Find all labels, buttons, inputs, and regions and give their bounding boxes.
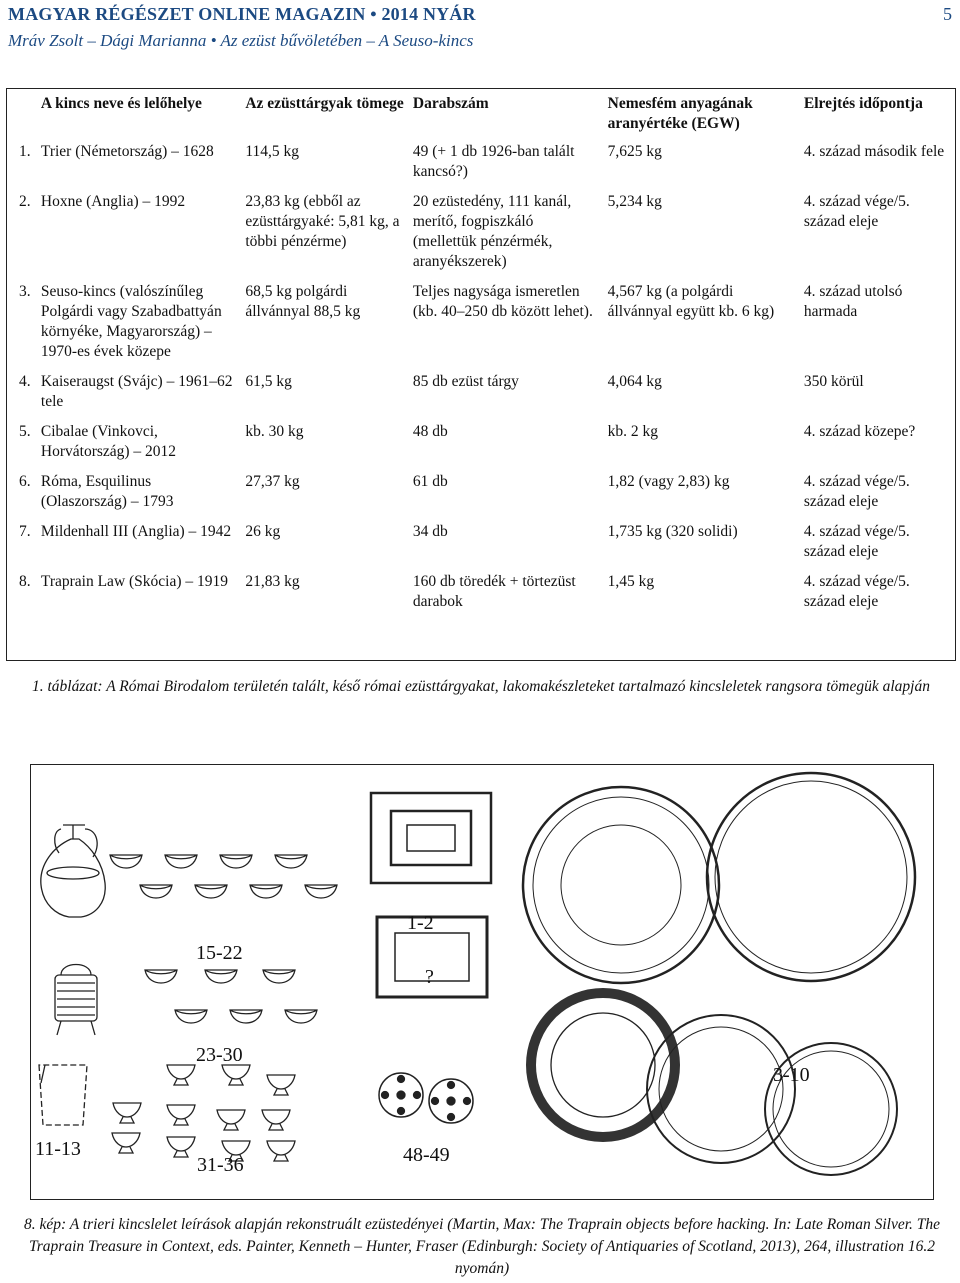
jug-icon — [41, 825, 105, 917]
bowl-icon — [220, 855, 252, 868]
bowl-icon — [110, 855, 142, 868]
bowl-icon — [250, 885, 282, 898]
treasure-date: 4. század vége/5. század eleje — [803, 473, 910, 510]
bowl-icon — [205, 970, 237, 983]
treasure-date: 4. század vége/5. század eleje — [803, 523, 910, 560]
treasure-name: Seuso-kincs (valószínűleg Polgárdi vagy Szabadbattyán környéke, Magyarország) – 1970-es évek közepe — [40, 283, 222, 360]
bowl-icon — [285, 1010, 317, 1023]
decorated-sphere-icon — [379, 1073, 423, 1117]
treasure-table-frame — [6, 88, 956, 661]
page-number: 5 — [943, 4, 952, 24]
bowl-icon — [175, 1010, 207, 1023]
bowl-icon — [145, 970, 177, 983]
treasure-date: 4. század vége/5. század eleje — [803, 193, 910, 230]
footed-cup-icon — [222, 1065, 250, 1085]
bucket-icon — [55, 965, 97, 1036]
table-row — [15, 572, 955, 622]
round-platter-icon — [523, 787, 719, 983]
treasure-egw: kb. 2 kg — [607, 423, 658, 440]
footed-cup-icon — [167, 1105, 195, 1125]
treasure-mass: 23,83 kg (ebből az ezüsttárgyaké: 5,81 kg, a többi pénzérme) — [245, 193, 400, 250]
treasure-name: Róma, Esquilinus (Olaszország) – 1793 — [40, 473, 174, 510]
page-header — [8, 4, 952, 51]
bowl-group-upper — [110, 855, 337, 898]
bowl-icon — [140, 885, 172, 898]
row-number: 6. — [19, 473, 31, 490]
treasure-egw: 1,45 kg — [607, 573, 655, 590]
treasure-name: Kaiseraugst (Svájc) – 1961–62 tele — [40, 373, 233, 410]
treasure-mass: 68,5 kg polgárdi állvánnyal 88,5 kg — [245, 283, 361, 320]
col-header-count: Darabszám — [412, 95, 489, 112]
label-11-13: 11-13 — [35, 1138, 81, 1160]
bowl-icon — [195, 885, 227, 898]
treasure-count: 48 db — [412, 423, 448, 440]
footed-cup-icon — [217, 1110, 245, 1130]
vessel-reconstruction-drawing — [31, 765, 935, 1201]
treasure-count: 49 (+ 1 db 1926-ban talált kancsó?) — [412, 143, 575, 180]
table-row — [15, 282, 955, 372]
row-number: 2. — [19, 193, 31, 210]
col-header-mass: Az ezüsttárgyak tömege — [245, 95, 404, 112]
treasure-mass: 26 kg — [245, 523, 281, 540]
footed-cup-icon — [167, 1065, 195, 1085]
treasure-name: Hoxne (Anglia) – 1992 — [40, 193, 186, 210]
treasure-count: 34 db — [412, 523, 448, 540]
round-platter-icon — [707, 773, 915, 981]
label-unknown: ? — [425, 966, 434, 988]
treasure-count: 61 db — [412, 473, 448, 490]
treasure-egw: 1,735 kg (320 solidi) — [607, 523, 738, 540]
figure-frame — [30, 764, 934, 1200]
treasure-mass: 21,83 kg — [245, 573, 300, 590]
treasure-egw: 4,064 kg — [607, 373, 662, 390]
treasure-count: 20 ezüstedény, 111 kanál, merítő, fogpiszkáló (mellettük pénzérmék, aranyékszerek) — [412, 193, 572, 270]
bowl-icon — [230, 1010, 262, 1023]
footed-cup-icon — [262, 1110, 290, 1130]
decorated-sphere-icon — [429, 1079, 473, 1123]
treasure-egw: 7,625 kg — [607, 143, 662, 160]
treasure-date: 4. század vége/5. század eleje — [803, 573, 910, 610]
treasure-name: Cibalae (Vinkovci, Horvátország) – 2012 — [40, 423, 177, 460]
table-row — [15, 422, 955, 472]
table-row — [15, 192, 955, 282]
footed-cup-icon — [267, 1141, 295, 1161]
treasure-mass: 27,37 kg — [245, 473, 300, 490]
figure-caption: 8. kép: A trieri kincslelet leírások alapján rekonstruált ezüstedényei (Martin, Max: The Traprain objects before hacking. In: Late Roman Silver. The Traprain Treasure in Context, eds. Painter, Kenneth – Hunter, Fraser (Edinburgh: Society of Antiquaries of Scotland, 2013), 264, illustration 16.2 nyomán) — [23, 1216, 941, 1277]
treasure-date: 350 körül — [803, 373, 864, 390]
treasure-egw: 5,234 kg — [607, 193, 662, 210]
bowl-group-lower — [112, 1065, 295, 1161]
treasure-mass: 61,5 kg — [245, 373, 292, 390]
bowl-icon — [305, 885, 337, 898]
bowl-group-middle — [145, 970, 317, 1023]
row-number: 5. — [19, 423, 31, 440]
row-number: 8. — [19, 573, 31, 590]
footed-cup-icon — [112, 1133, 140, 1153]
article-subtitle: Mráv Zsolt – Dági Marianna • Az ezüst bűvöletében – A Seuso-kincs — [8, 31, 474, 50]
label-48-49: 48-49 — [403, 1144, 450, 1166]
row-number: 1. — [19, 143, 31, 160]
treasure-mass: kb. 30 kg — [245, 423, 304, 440]
col-header-name: A kincs neve és lelőhelye — [40, 95, 202, 112]
label-15-22: 15-22 — [196, 942, 243, 964]
treasure-count: 160 db töredék + törtezüst darabok — [412, 573, 576, 610]
bowl-icon — [263, 970, 295, 983]
round-platter-icon — [531, 993, 675, 1137]
table-caption: 1. táblázat: A Római Birodalom területén talált, késő római ezüsttárgyakat, lakomakészleteket tartalmazó kincsleletek rangsora tömegük alapján — [31, 678, 930, 695]
col-header-egw: Nemesfém anyagának aranyértéke (EGW) — [607, 95, 753, 132]
treasure-count: Teljes nagysága ismeretlen (kb. 40–250 db között lehet). — [412, 283, 593, 320]
treasure-date: 4. század utolsó harmada — [803, 283, 903, 320]
footed-cup-icon — [113, 1103, 141, 1123]
label-31-36: 31-36 — [197, 1154, 244, 1176]
treasure-name: Traprain Law (Skócia) – 1919 — [40, 573, 229, 590]
row-number: 7. — [19, 523, 31, 540]
treasure-egw: 4,567 kg (a polgárdi állvánnyal együtt kb. 6 kg) — [607, 283, 775, 320]
magazine-title: MAGYAR RÉGÉSZET ONLINE MAGAZIN • 2014 NYÁR — [8, 4, 476, 24]
round-platter-icon — [765, 1043, 897, 1175]
bowl-icon — [275, 855, 307, 868]
table-row — [15, 372, 955, 422]
treasure-egw: 1,82 (vagy 2,83) kg — [607, 473, 730, 490]
rectangular-tray-icon — [371, 793, 491, 883]
footed-cup-icon — [267, 1075, 295, 1095]
table-row — [15, 472, 955, 522]
footed-cup-icon — [167, 1137, 195, 1157]
label-1-2: 1-2 — [407, 912, 434, 934]
table-header-row — [15, 94, 955, 142]
treasure-name: Mildenhall III (Anglia) – 1942 — [40, 523, 232, 540]
bowl-icon — [165, 855, 197, 868]
treasure-name: Trier (Németország) – 1628 — [40, 143, 214, 160]
label-23-30: 23-30 — [196, 1044, 243, 1066]
row-number: 3. — [19, 283, 31, 300]
treasure-count: 85 db ezüst tárgy — [412, 373, 519, 390]
table-row — [15, 142, 955, 192]
col-header-date: Elrejtés időpontja — [803, 95, 923, 112]
row-number: 4. — [19, 373, 31, 390]
treasure-table — [15, 94, 955, 622]
table-row — [15, 522, 955, 572]
treasure-date: 4. század közepe? — [803, 423, 916, 440]
treasure-mass: 114,5 kg — [245, 143, 300, 160]
label-3-10: 3-10 — [773, 1064, 810, 1086]
beaker-icon — [39, 1065, 87, 1125]
treasure-date: 4. század második fele — [803, 143, 945, 160]
